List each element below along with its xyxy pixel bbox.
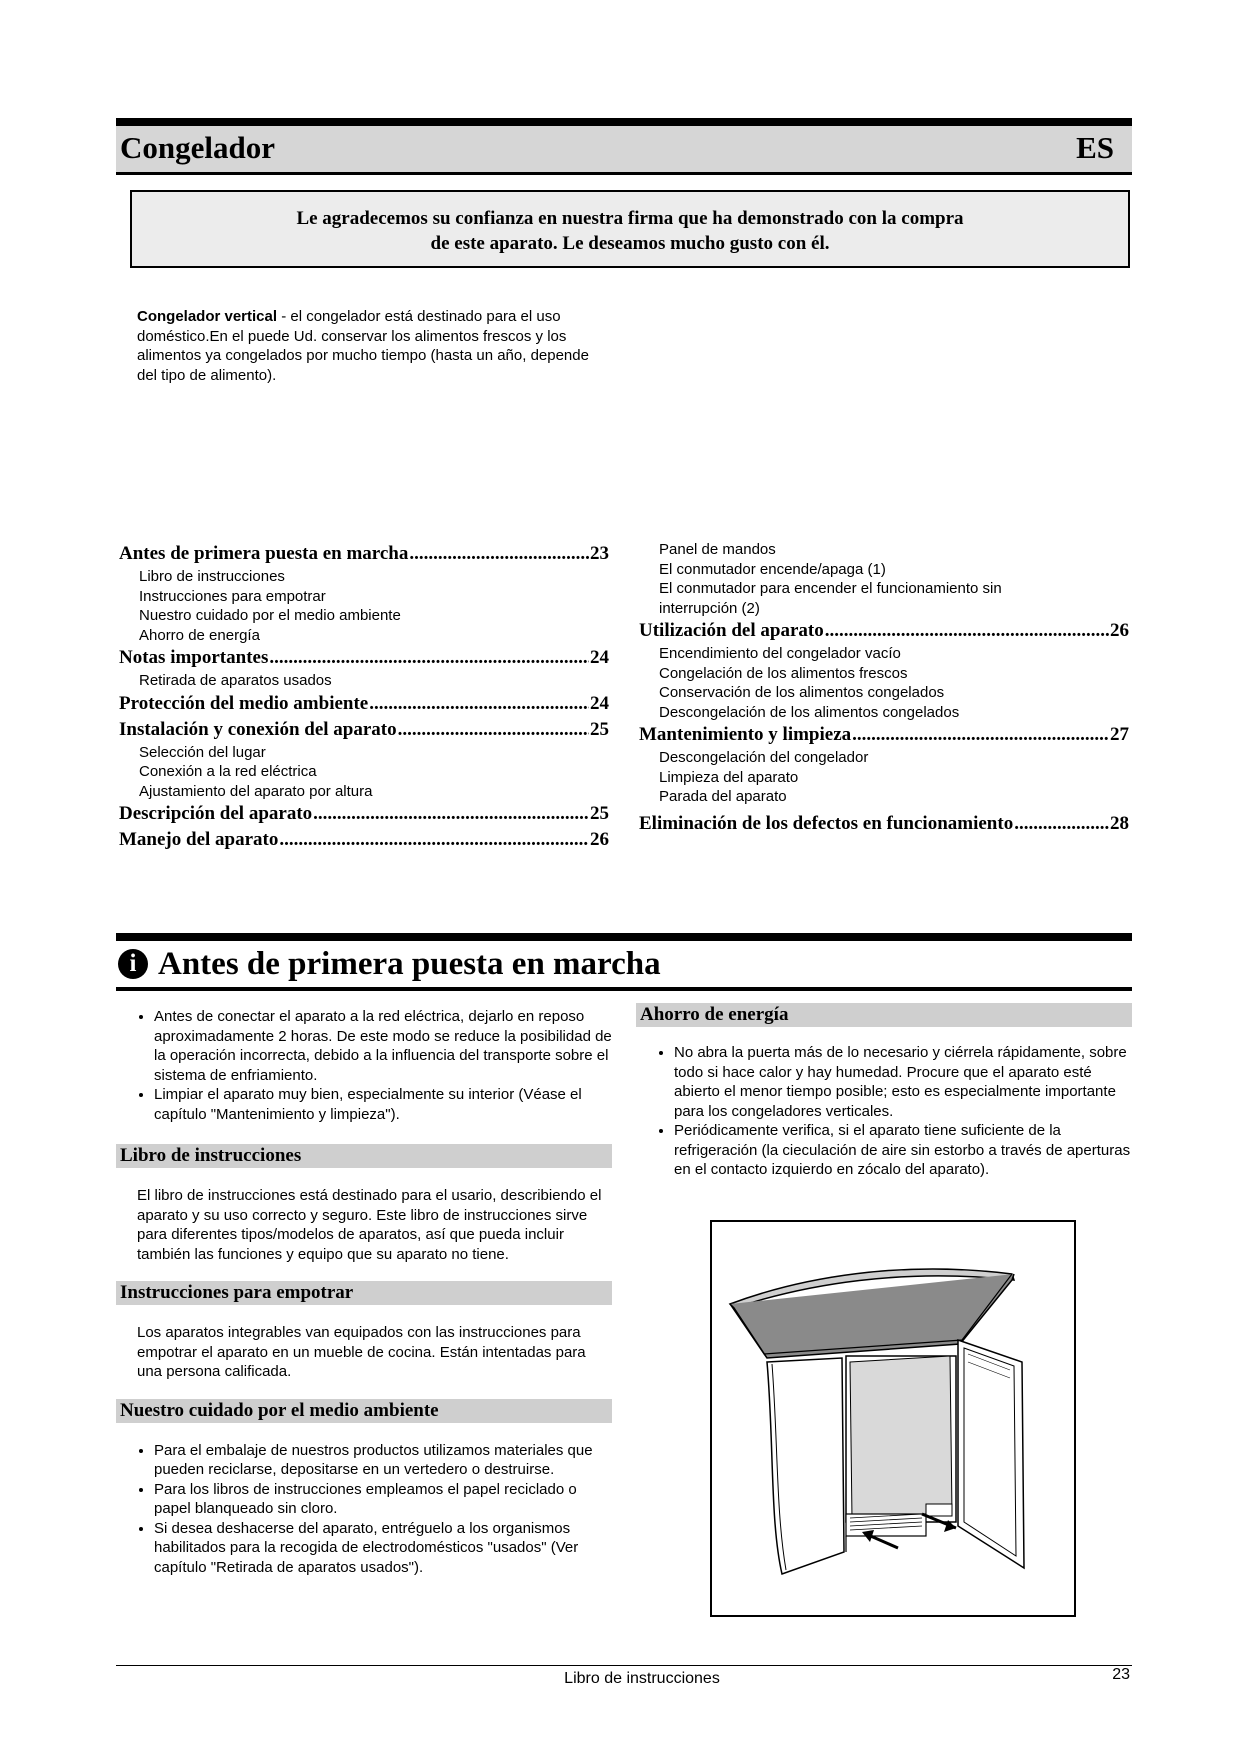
toc-label: Protección del medio ambiente <box>119 692 369 714</box>
medio-ambiente-list <box>116 1441 612 1578</box>
toc-subentry: Nuestro cuidado por el medio ambiente <box>139 607 401 624</box>
toc-page: 24 <box>590 647 609 668</box>
footer-title: Libro de instrucciones <box>564 1670 720 1687</box>
toc-entry[interactable] <box>119 541 609 567</box>
toc-left-column <box>119 541 609 853</box>
toc-page: 26 <box>590 829 609 850</box>
toc-entry[interactable] <box>119 801 609 827</box>
toc-subentry: Parada del aparato <box>659 788 787 805</box>
list-item: • Para el embalaje de nuestros productos utilizamos materiales que pueden reciclarse, depositarse en un vertedero o destruirse. <box>154 1441 612 1480</box>
subheading-medio-ambiente: Nuestro cuidado por el medio ambiente <box>116 1399 612 1423</box>
toc-entry[interactable] <box>639 811 1129 837</box>
thanks-box <box>130 190 1130 268</box>
section-title-text: Antes de primera puesta en marcha <box>158 946 661 982</box>
toc-label: Mantenimiento y limpieza <box>639 724 852 745</box>
ahorro-list <box>636 1043 1132 1180</box>
toc-page: 23 <box>590 543 609 564</box>
toc-subentry: Conexión a la red eléctrica <box>139 763 317 780</box>
toc-label: Eliminación de los defectos en funcionamiento <box>639 812 1014 834</box>
toc-subentry: Selección del lugar <box>139 743 266 761</box>
section-title <box>116 941 661 987</box>
intro-text: - el congelador está destinado para el uso doméstico.En el puede Ud. conservar los alimentos frescos y los alimentos ya congelados por mucho tiempo (hasta un año, depende del tipo de alimento). <box>137 308 589 384</box>
toc-subentry: El conmutador encende/apaga (1) <box>659 560 886 578</box>
toc-entry[interactable] <box>119 645 609 671</box>
subheading-libro: Libro de instrucciones <box>116 1144 612 1168</box>
toc-page: 27 <box>1110 724 1129 745</box>
toc-label: Instalación y conexión del aparato <box>119 718 397 740</box>
toc-entry[interactable] <box>119 691 609 717</box>
toc-dots <box>369 691 589 717</box>
toc-page: 25 <box>590 718 609 740</box>
toc-subentry: Retirada de aparatos usados <box>139 672 332 689</box>
toc-subentry: Congelación de los alimentos frescos <box>659 664 908 682</box>
toc-page: 25 <box>590 803 609 824</box>
toc-subentry: Limpieza del aparato <box>659 768 799 786</box>
list-item: • Limpiar el aparato muy bien, especialmente su interior (Véase el capítulo "Mantenimiento y limpieza"). <box>154 1085 612 1124</box>
toc-dots <box>852 722 1109 748</box>
info-icon: i <box>118 949 148 979</box>
toc-page: 24 <box>590 692 609 714</box>
page-title: Congelador <box>120 130 275 165</box>
toc-subentry: Encendimiento del congelador vacío <box>659 645 901 662</box>
toc-page: 26 <box>1110 620 1129 641</box>
toc-subentry: El conmutador para encender el funcionamiento sin interrupción (2) <box>659 580 1002 617</box>
empotrar-paragraph: Los aparatos integrables van equipados con las instrucciones para empotrar el aparato en un mueble de cocina. Están intentadas para una persona calificada. <box>137 1324 586 1380</box>
toc-page: 28 <box>1110 812 1129 834</box>
intro-bullet-list <box>116 1007 612 1124</box>
toc-label: Descripción del aparato <box>119 803 313 824</box>
subheading-ahorro: Ahorro de energía <box>636 1003 1132 1027</box>
left-column <box>116 1007 612 1577</box>
toc-dots <box>313 801 589 827</box>
toc-dots <box>409 541 589 567</box>
toc-entry[interactable] <box>639 618 1129 644</box>
list-item: • Si desea deshacerse del aparato, entréguelo a los organismos habilitados para la recogida de electrodomésticos "usados" (Ver capítulo "Retirada de aparatos usados"). <box>154 1519 612 1578</box>
list-item: • Antes de conectar el aparato a la red eléctrica, dejarlo en reposo aproximadamente 2 horas. De este modo se reduce la posibilidad de la operación incorrecta, debido a la influencia del transporte sobre el sistema de enfriamiento. <box>154 1007 612 1085</box>
toc-subentry: Descongelación de los alimentos congelados <box>659 703 960 721</box>
toc-dots <box>1014 811 1109 837</box>
section-bottom-rule <box>116 987 1132 991</box>
toc-label: Notas importantes <box>119 647 269 668</box>
toc-dots <box>398 717 589 743</box>
page-number: 23 <box>1112 1666 1130 1683</box>
section-top-rule <box>116 933 1132 941</box>
toc-subentry: Libro de instrucciones <box>139 568 285 585</box>
language-code: ES <box>1076 130 1114 165</box>
toc-entry[interactable] <box>119 827 609 853</box>
libro-paragraph: El libro de instrucciones está destinado para el usario, describiendo el aparato y su uso correcto y seguro. Este libro de instrucciones sirve para diferentes tipos/modelos de aparatos, así que pueda incluir también las funciones y equipo que su aparato no tiene. <box>137 1187 602 1263</box>
toc-dots <box>825 618 1109 644</box>
list-item: • No abra la puerta más de lo necesario y ciérrela rápidamente, sobre todo si hace calor y hay humedad. Procure que el aparato esté abierto el menor tiempo posible; esto es especialmente importante para los congeladores verticales. <box>674 1043 1132 1121</box>
footer-rule <box>116 1665 1132 1666</box>
freezer-illustration <box>710 1220 1076 1617</box>
freezer-drawing <box>712 1222 1074 1615</box>
intro-bold: Congelador vertical <box>137 308 278 325</box>
toc-subentry: Descongelación del congelador <box>659 749 869 766</box>
toc-subentry: Ahorro de energía <box>139 626 260 644</box>
right-column <box>636 1003 1132 1180</box>
header-top-rule <box>116 118 1132 126</box>
toc-dots <box>279 827 589 853</box>
thanks-line-1: Le agradecemos su confianza en nuestra firma que ha demonstrado con la compra <box>296 208 964 229</box>
toc-right-column <box>639 540 1129 837</box>
toc-entry[interactable] <box>119 717 609 743</box>
toc-label: Utilización del aparato <box>639 620 824 641</box>
toc-entry[interactable] <box>639 722 1129 748</box>
toc-dots <box>269 645 589 671</box>
list-item: • Para los libros de instrucciones empleamos el papel reciclado o papel blanqueado sin cloro. <box>154 1480 612 1519</box>
toc-subentry: Conservación de los alimentos congelados <box>659 684 945 701</box>
list-item: • Periódicamente verifica, si el aparato tiene suficiente de la refrigeración (la cieculación de aire sin estorbo a través de aperturas en el contacto izquierdo en zócalo del aparato). <box>674 1121 1132 1180</box>
subheading-empotrar: Instrucciones para empotrar <box>116 1281 612 1305</box>
intro-paragraph <box>137 307 597 385</box>
toc-label: Manejo del aparato <box>119 829 279 850</box>
thanks-line-2: de este aparato. Le deseamos mucho gusto con él. <box>430 233 830 254</box>
toc-subentry: Ajustamiento del aparato por altura <box>139 782 373 800</box>
toc-subentry: Panel de mandos <box>659 541 776 558</box>
toc-label: Antes de primera puesta en marcha <box>119 543 409 564</box>
toc-subentry: Instrucciones para empotrar <box>139 587 326 605</box>
